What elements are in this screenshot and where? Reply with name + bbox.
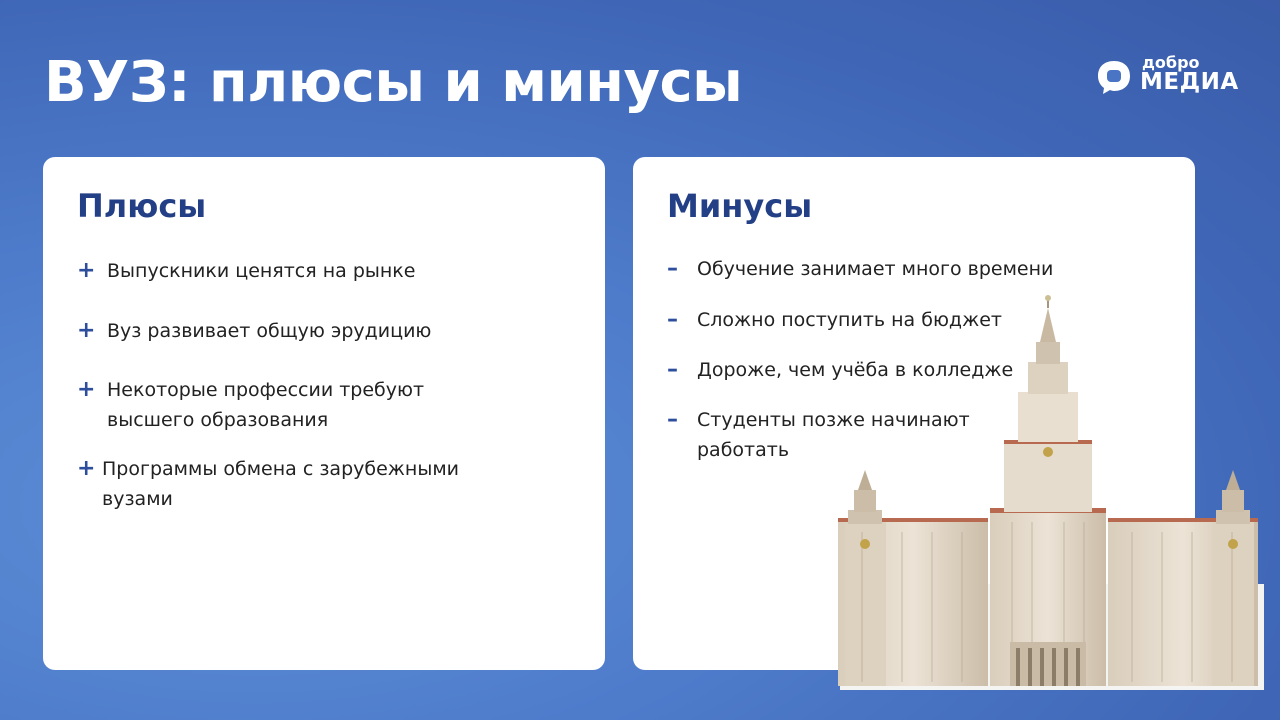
pros-card <box>43 157 605 670</box>
cons-item-text: Сложно поступить на бюджет <box>697 309 1002 331</box>
cons-item-text: Обучение занимает много времени <box>697 258 1054 280</box>
plus-icon: + <box>77 258 96 283</box>
plus-icon: + <box>77 377 96 402</box>
dobro-media-logo <box>1096 55 1246 100</box>
pros-item-text: Выпускники ценятся на рынке <box>107 260 416 282</box>
pros-item-text: Программы обмена с зарубежными вузами <box>102 458 460 510</box>
logo-line-1: добро <box>1142 53 1200 72</box>
cons-heading: Минусы <box>667 187 813 225</box>
minus-icon: – <box>667 407 678 432</box>
minus-icon: – <box>667 307 678 332</box>
plus-icon: + <box>77 318 96 343</box>
cons-item-text: Студенты позже начинают работать <box>697 409 970 461</box>
pros-item-text: Некоторые профессии требуют высшего образования <box>107 379 425 431</box>
pros-item-text: Вуз развивает общую эрудицию <box>107 320 432 342</box>
cons-item-text: Дороже, чем учёба в колледже <box>697 359 1014 381</box>
logo-line-2: МЕДИА <box>1140 69 1239 95</box>
minus-icon: – <box>667 357 678 382</box>
pros-heading: Плюсы <box>77 187 207 225</box>
plus-icon: + <box>77 456 96 481</box>
speech-bubble-icon <box>1096 59 1132 95</box>
university-building-image <box>832 292 1264 690</box>
minus-icon: – <box>667 256 678 281</box>
slide-title: ВУЗ: плюсы и минусы <box>44 50 743 115</box>
